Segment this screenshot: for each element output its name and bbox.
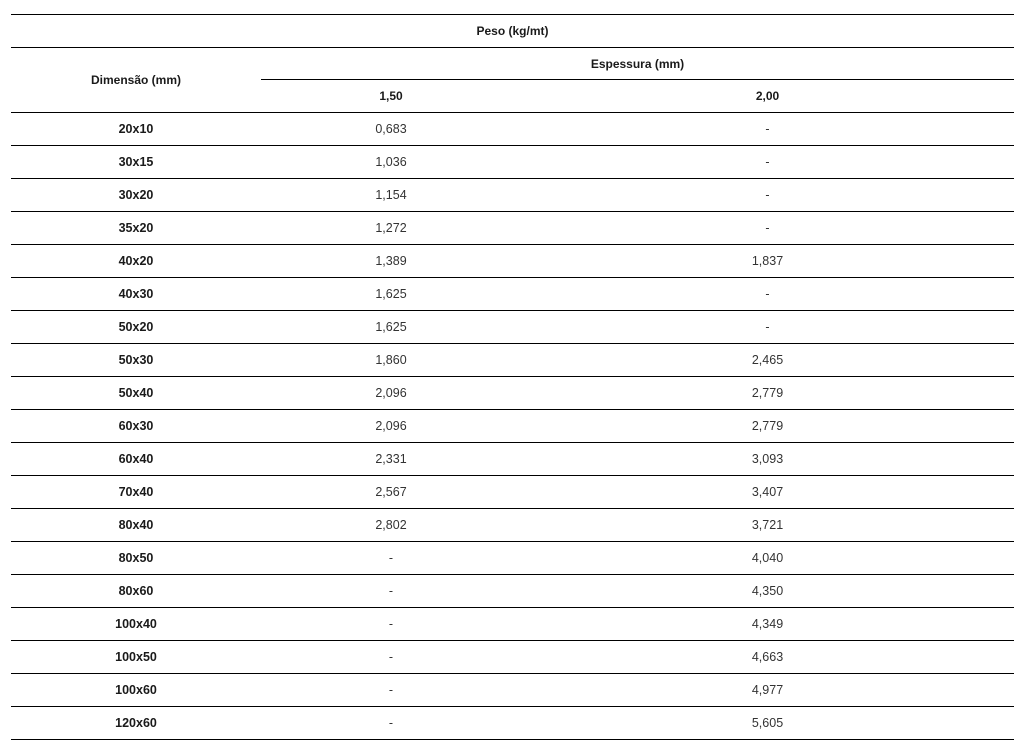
table-row: [11, 179, 1014, 212]
weight-cell-1-50: 1,272: [261, 212, 521, 245]
table-row: [11, 212, 1014, 245]
weight-cell-1-50: 2,331: [261, 443, 521, 476]
weight-cell-2-00: 4,350: [521, 575, 1014, 608]
table-row: [11, 575, 1014, 608]
weight-cell-2-00: 4,663: [521, 641, 1014, 674]
dimension-cell: 80x50: [11, 542, 261, 575]
table-row: [11, 146, 1014, 179]
weight-table-sheet: [11, 14, 1014, 740]
table-header-row: [11, 48, 1014, 80]
table-row: [11, 245, 1014, 278]
weight-cell-2-00: 2,779: [521, 377, 1014, 410]
thickness-column-2: 2,00: [521, 80, 1014, 113]
dimension-cell: 80x40: [11, 509, 261, 542]
thickness-column-1: 1,50: [261, 80, 521, 113]
weight-cell-1-50: -: [261, 707, 521, 740]
table-body: [11, 113, 1014, 740]
weight-cell-2-00: 4,977: [521, 674, 1014, 707]
table-row: [11, 707, 1014, 740]
weight-cell-1-50: 1,036: [261, 146, 521, 179]
weight-cell-1-50: 2,802: [261, 509, 521, 542]
table-row: [11, 377, 1014, 410]
weight-cell-2-00: 2,779: [521, 410, 1014, 443]
weight-cell-1-50: 1,389: [261, 245, 521, 278]
dimension-cell: 40x30: [11, 278, 261, 311]
weight-cell-1-50: -: [261, 575, 521, 608]
dimension-cell: 100x60: [11, 674, 261, 707]
dimension-cell: 100x50: [11, 641, 261, 674]
weight-cell-1-50: -: [261, 641, 521, 674]
weight-cell-2-00: -: [521, 278, 1014, 311]
dimension-header: Dimensão (mm): [11, 48, 261, 113]
dimension-cell: 100x40: [11, 608, 261, 641]
weight-cell-2-00: 5,605: [521, 707, 1014, 740]
table-row: [11, 113, 1014, 146]
weight-cell-2-00: 4,040: [521, 542, 1014, 575]
dimension-cell: 35x20: [11, 212, 261, 245]
weight-cell-1-50: 0,683: [261, 113, 521, 146]
weight-cell-2-00: 3,407: [521, 476, 1014, 509]
weight-cell-1-50: 2,096: [261, 377, 521, 410]
table-row: [11, 278, 1014, 311]
weight-cell-2-00: -: [521, 179, 1014, 212]
weight-cell-2-00: 3,093: [521, 443, 1014, 476]
dimension-cell: 60x40: [11, 443, 261, 476]
table-row: [11, 410, 1014, 443]
weight-cell-2-00: -: [521, 212, 1014, 245]
weight-cell-2-00: -: [521, 311, 1014, 344]
dimension-cell: 50x30: [11, 344, 261, 377]
weight-cell-1-50: 1,625: [261, 311, 521, 344]
dimension-cell: 50x20: [11, 311, 261, 344]
dimension-cell: 50x40: [11, 377, 261, 410]
weight-cell-1-50: 2,096: [261, 410, 521, 443]
weight-cell-1-50: 2,567: [261, 476, 521, 509]
weight-cell-2-00: -: [521, 113, 1014, 146]
dimension-cell: 80x60: [11, 575, 261, 608]
table-row: [11, 608, 1014, 641]
weight-cell-1-50: -: [261, 542, 521, 575]
weight-cell-1-50: 1,860: [261, 344, 521, 377]
table-title-row: [11, 15, 1014, 48]
table-row: [11, 509, 1014, 542]
weight-cell-2-00: 4,349: [521, 608, 1014, 641]
table-row: [11, 542, 1014, 575]
weight-table: [11, 14, 1014, 740]
dimension-cell: 70x40: [11, 476, 261, 509]
dimension-cell: 60x30: [11, 410, 261, 443]
table-title: Peso (kg/mt): [11, 15, 1014, 48]
table-row: [11, 344, 1014, 377]
weight-cell-1-50: 1,625: [261, 278, 521, 311]
weight-cell-2-00: 2,465: [521, 344, 1014, 377]
thickness-header: Espessura (mm): [261, 48, 1014, 80]
dimension-cell: 20x10: [11, 113, 261, 146]
table-row: [11, 311, 1014, 344]
weight-cell-2-00: 1,837: [521, 245, 1014, 278]
weight-cell-2-00: 3,721: [521, 509, 1014, 542]
table-row: [11, 641, 1014, 674]
dimension-cell: 40x20: [11, 245, 261, 278]
weight-cell-1-50: -: [261, 674, 521, 707]
table-row: [11, 674, 1014, 707]
table-row: [11, 476, 1014, 509]
table-row: [11, 443, 1014, 476]
dimension-cell: 30x20: [11, 179, 261, 212]
weight-cell-2-00: -: [521, 146, 1014, 179]
weight-cell-1-50: -: [261, 608, 521, 641]
weight-cell-1-50: 1,154: [261, 179, 521, 212]
dimension-cell: 120x60: [11, 707, 261, 740]
dimension-cell: 30x15: [11, 146, 261, 179]
